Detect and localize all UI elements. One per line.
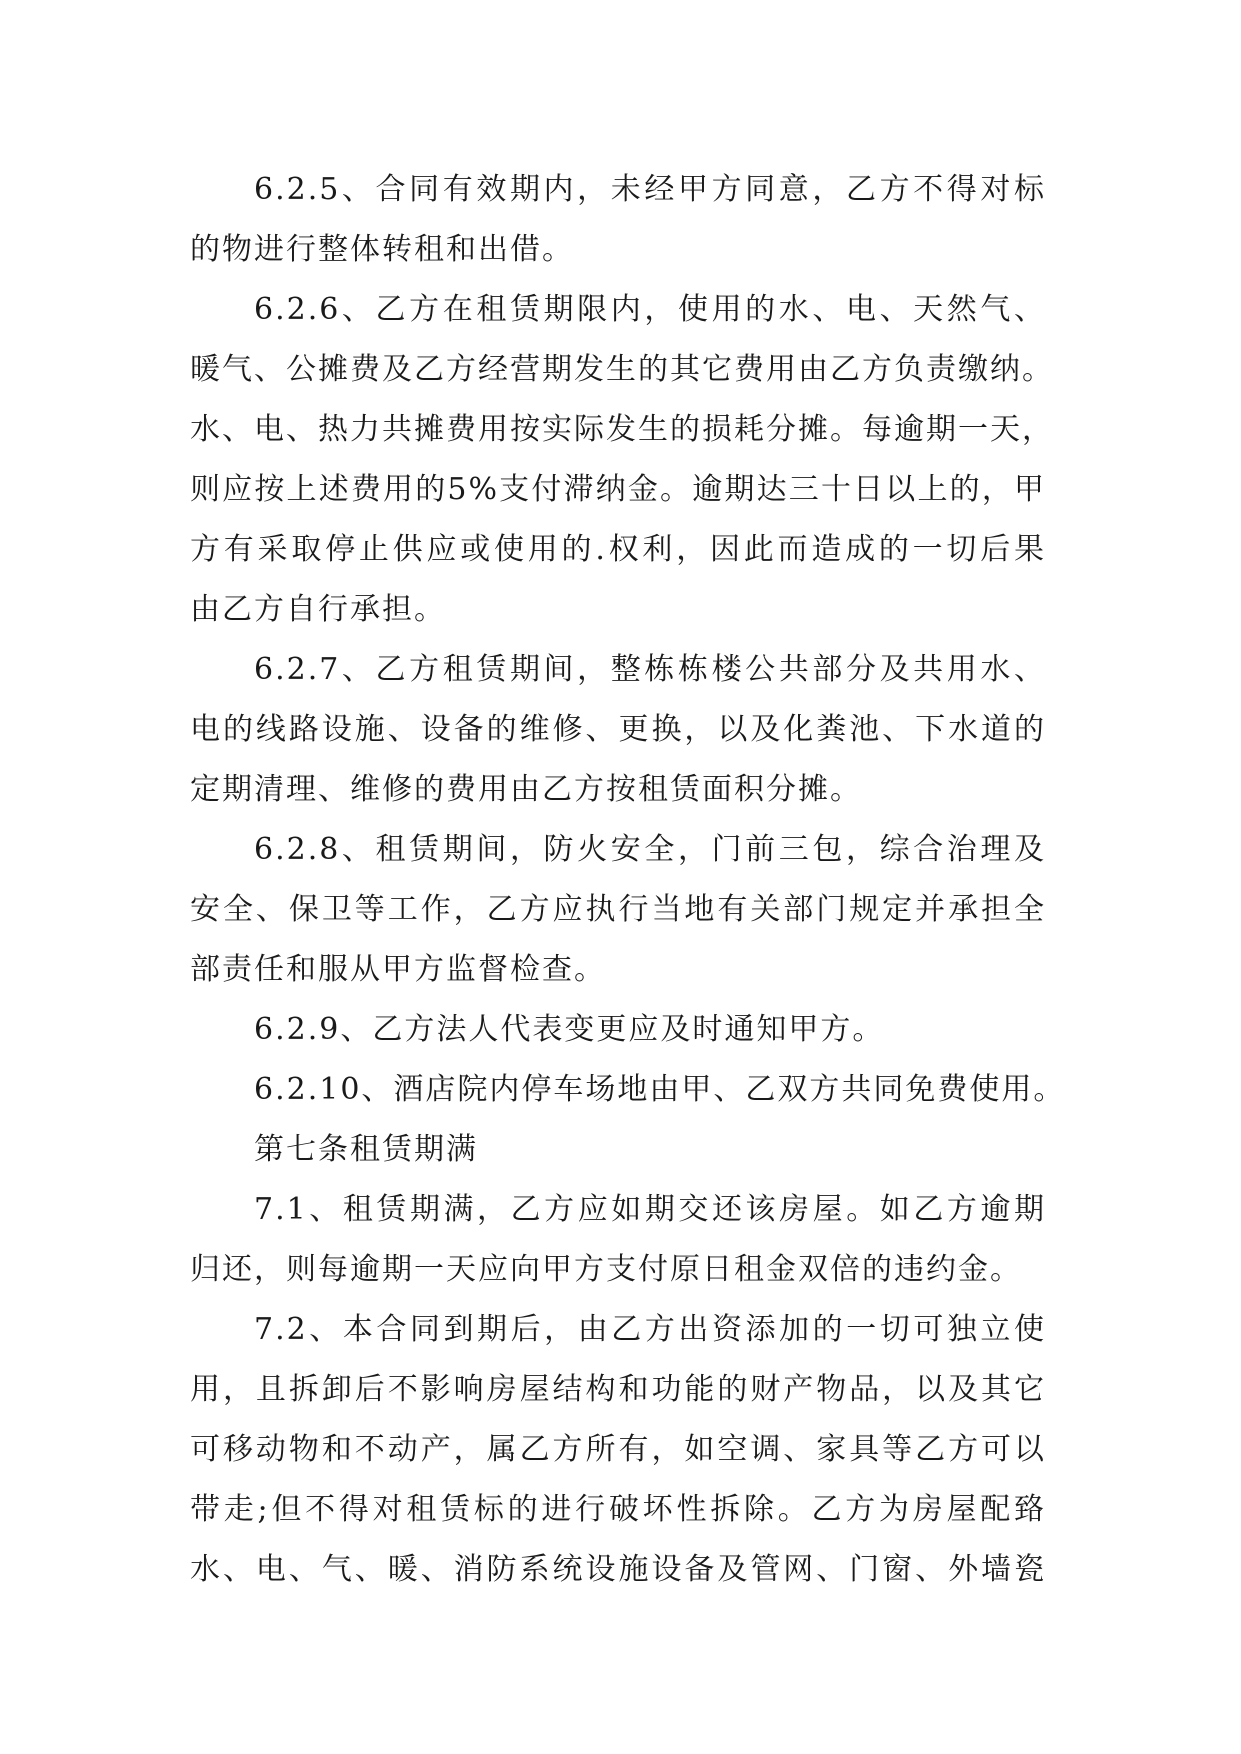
- text-line: 6.2.10、酒店院内停车场地由甲、乙双方共同免费使用。: [254, 1072, 1066, 1107]
- text-line: 的物进行整体转租和出借。: [190, 232, 574, 267]
- clause-6-2-9: [190, 1000, 1046, 1060]
- text-line: 7.1、租赁期满，乙方应如期交还该房屋。如乙方逾期: [254, 1192, 1046, 1227]
- clause-7-2: [190, 1300, 1046, 1600]
- text-line: 电的线路设施、设备的维修、更换，以及化粪池、下水道的: [190, 712, 1046, 747]
- text-line: 定期清理、维修的费用由乙方按租赁面积分摊。: [190, 772, 862, 807]
- text-line: 暖气、公摊费及乙方经营期发生的其它费用由乙方负责缴纳。: [190, 352, 1054, 387]
- text-line: 带走;但不得对租赁标的进行破坏性拆除。乙方为房屋配臵: [190, 1492, 1046, 1527]
- text-line: 方有采取停止供应或使用的.权利，因此而造成的一切后果: [190, 532, 1046, 567]
- clause-6-2-10: [190, 1060, 1066, 1120]
- text-line: 6.2.6、乙方在租赁期限内，使用的水、电、天然气、: [254, 292, 1046, 327]
- article-7-heading: [190, 1120, 1046, 1180]
- text-line: 归还，则每逾期一天应向甲方支付原日租金双倍的违约金。: [190, 1252, 1022, 1287]
- text-line: 安全、保卫等工作，乙方应执行当地有关部门规定并承担全: [190, 892, 1046, 927]
- text-line: 6.2.5、合同有效期内，未经甲方同意，乙方不得对标: [254, 172, 1046, 207]
- clause-6-2-6: [190, 280, 1054, 640]
- clause-7-1: [190, 1180, 1046, 1300]
- clause-6-2-7: [190, 640, 1046, 820]
- text-line: 6.2.8、租赁期间，防火安全，门前三包，综合治理及: [254, 832, 1046, 867]
- text-line: 则应按上述费用的5%支付滞纳金。逾期达三十日以上的，甲: [190, 472, 1046, 507]
- section-heading: 第七条租赁期满: [254, 1132, 478, 1167]
- text-line: 7.2、本合同到期后，由乙方出资添加的一切可独立使: [254, 1312, 1046, 1347]
- text-line: 6.2.9、乙方法人代表变更应及时通知甲方。: [254, 1012, 885, 1047]
- clause-6-2-5: [190, 160, 1046, 280]
- clause-6-2-8: [190, 820, 1046, 1000]
- text-line: 可移动物和不动产，属乙方所有，如空调、家具等乙方可以: [190, 1432, 1046, 1467]
- text-line: 由乙方自行承担。: [190, 592, 446, 627]
- text-line: 水、电、气、暖、消防系统设施设备及管网、门窗、外墙瓷: [190, 1552, 1046, 1587]
- document-body: [190, 160, 1066, 1600]
- text-line: 6.2.7、乙方租赁期间，整栋栋楼公共部分及共用水、: [254, 652, 1046, 687]
- text-line: 水、电、热力共摊费用按实际发生的损耗分摊。每逾期一天，: [190, 412, 1054, 447]
- text-line: 部责任和服从甲方监督检查。: [190, 952, 606, 987]
- text-line: 用，且拆卸后不影响房屋结构和功能的财产物品，以及其它: [190, 1372, 1046, 1407]
